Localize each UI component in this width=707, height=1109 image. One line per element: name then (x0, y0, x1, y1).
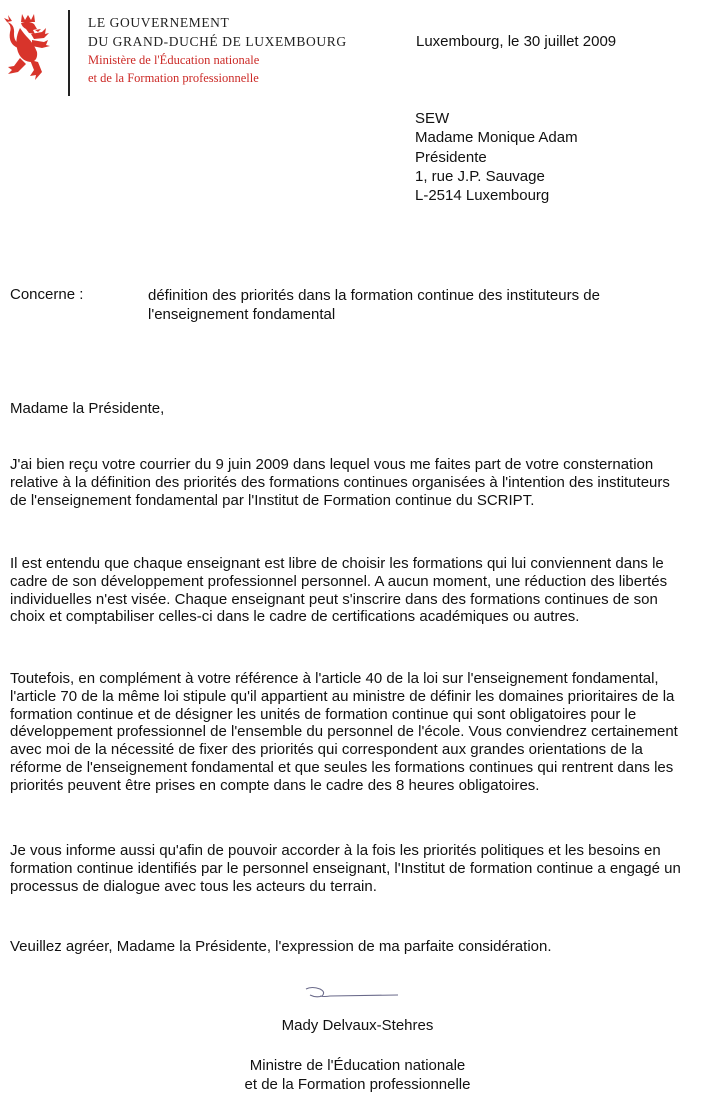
body-paragraph: Je vous informe aussi qu'afin de pouvoir accorder à la fois les priorités politiques et les besoins en formation continue identifiés par le personnel enseignant, l'Institut de formation continue a engagé un processus de dialogue avec tous les acteurs du terrain. (10, 842, 681, 895)
recipient-line: Présidente (415, 148, 487, 166)
letterhead-government: LE GOUVERNEMENT (88, 15, 230, 30)
salutation: Madame la Présidente, (10, 400, 165, 417)
recipient-line: SEW (415, 110, 450, 127)
signer-name: Mady Delvaux-Stehres (281, 1017, 434, 1034)
handwritten-signature-icon (302, 983, 402, 1003)
recipient-line: Madame Monique Adam (415, 129, 578, 147)
signer-title (0, 1056, 707, 1094)
letterhead-divider (68, 10, 70, 96)
letterhead-ministry: Ministère de l'Éducation nationale (88, 53, 260, 67)
body-paragraph: Il est entendu que chaque enseignant est libre de choisir les formations qui lui conviennent dans le cadre de son développement professionnel personnel. A aucun moment, une réduction des libertés individuelles n'est visée. Chaque enseignant peut s'inscrire dans des formations continues de son choix et comptabiliser celles-ci dans le cadre de certifications académiques ou autres. (10, 555, 668, 626)
signer-title-line: Ministre de l'Éducation nationale (249, 1057, 466, 1074)
recipient-line: 1, rue J.P. Sauvage (415, 167, 545, 185)
letterhead (88, 13, 347, 87)
subject-text: définition des priorités dans la formation continue des instituteurs de l'enseignement fondamental (148, 287, 600, 323)
signer-title-line: et de la Formation professionnelle (244, 1076, 471, 1093)
body-paragraph: Toutefois, en complément à votre référence à l'article 40 de la loi sur l'enseignement fondamental, l'article 70 de la même loi stipule qu'il appartient au ministre de définir les domaines prioritaires de la formation continue et de désigner les unités de formation continue qui sont obligatoires pour le développement professionnel de l'ensemble du personnel de l'école. Vous conviendrez certainement avec moi de la nécessité de fixer des priorités qui correspondent aux grandes orientations de la réforme de l'enseignement fondamental et que seules les formations continues qui rentrent dans les priorités peuvent être prises en compte dans le cadre des 8 heures obligatoires. (10, 670, 678, 794)
subject-label: Concerne : (10, 286, 84, 303)
letterhead-ministry-2: et de la Formation professionnelle (88, 71, 259, 85)
letterhead-country: DU GRAND-DUCHÉ DE LUXEMBOURG (88, 34, 347, 49)
letter-date: Luxembourg, le 30 juillet 2009 (416, 33, 617, 50)
red-lion-crest-icon (4, 12, 56, 84)
recipient-line: L-2514 Luxembourg (415, 187, 550, 205)
recipient-address (415, 109, 578, 205)
closing-formula: Veuillez agréer, Madame la Présidente, l'expression de ma parfaite considération. (10, 938, 552, 955)
body-paragraph: J'ai bien reçu votre courrier du 9 juin 2009 dans lequel vous me faites part de votre consternation relative à la définition des priorités des formations continues organisées à l'intention des instituteurs de l'enseignement fondamental par l'Institut de Formation continue du SCRIPT. (10, 456, 670, 509)
